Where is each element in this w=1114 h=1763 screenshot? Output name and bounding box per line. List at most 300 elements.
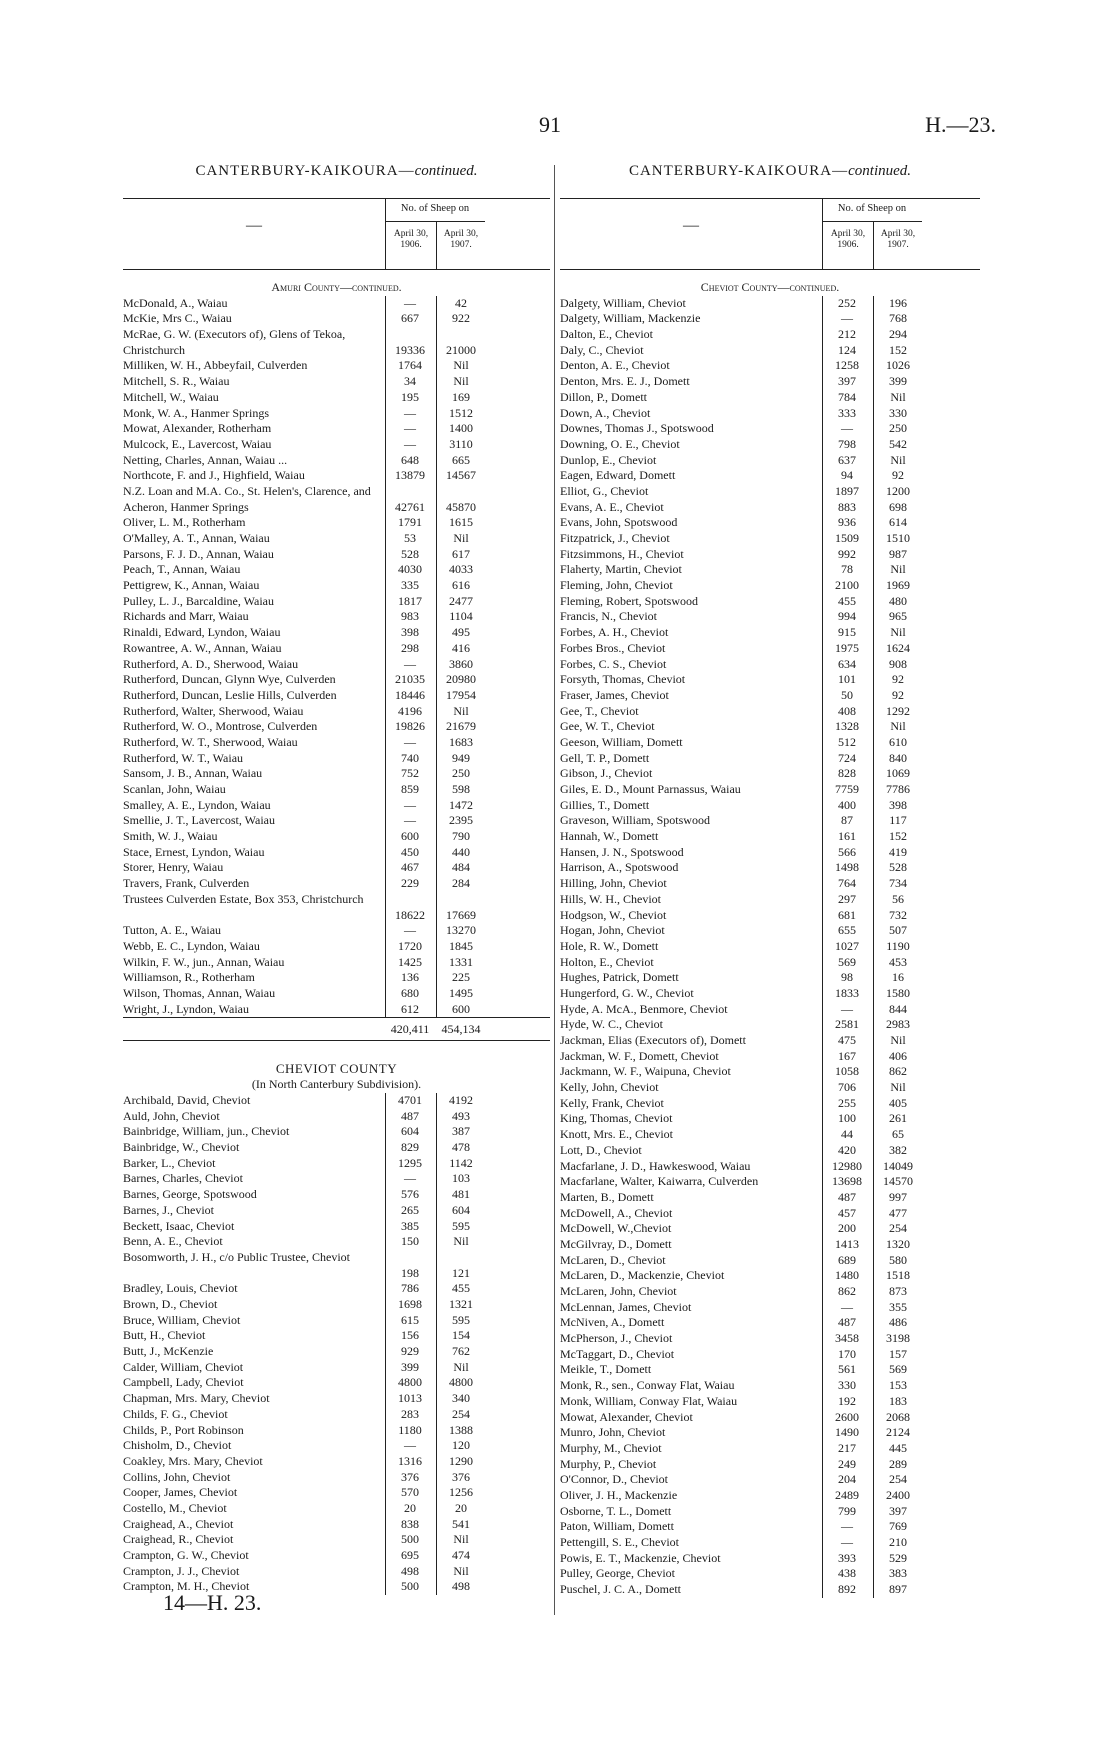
sheep-1907-cell: 117 — [889, 813, 907, 828]
owner-name: Craighead, R., Cheviot — [123, 1532, 234, 1547]
sheep-1907-cell: 196 — [889, 295, 907, 310]
sheep-1906-cell: 570 — [401, 1485, 419, 1500]
owner-name: Gibson, J., Cheviot — [560, 766, 653, 781]
sheep-1906-cell: 78 — [841, 562, 853, 577]
sheep-1906-cell: 420 — [838, 1142, 856, 1157]
sheep-1907-cell: 507 — [889, 923, 907, 938]
sheep-1907-cell: 398 — [889, 797, 907, 812]
sheep-1907-cell: 1142 — [449, 1155, 473, 1170]
sheep-1906-cell: 706 — [838, 1080, 856, 1095]
sheep-1906-cell: 34 — [404, 374, 416, 389]
sheep-1906-cell: 936 — [838, 515, 856, 530]
sheep-1906-cell: 1480 — [835, 1268, 859, 1283]
table-row — [560, 782, 980, 798]
owner-name: Hole, R. W., Domett — [560, 938, 659, 953]
table-row — [123, 1297, 550, 1313]
sheep-1907-cell: 92 — [892, 687, 904, 702]
table-row — [560, 923, 980, 939]
cheviot-table-right — [560, 296, 980, 1598]
owner-name: Coakley, Mrs. Mary, Cheviot — [123, 1453, 263, 1468]
table-row — [560, 562, 980, 578]
sheep-group-label: No. of Sheep on — [837, 203, 907, 214]
sheep-1907-cell: 1845 — [449, 938, 473, 953]
owner-name: Mitchell, S. R., Waiau — [123, 374, 230, 389]
owner-name: Parsons, F. J. D., Annan, Waiau — [123, 546, 274, 561]
table-row — [123, 531, 550, 547]
owner-name: Hogan, John, Cheviot — [560, 923, 665, 938]
owner-name: Forsyth, Thomas, Cheviot — [560, 672, 686, 687]
sheep-1906-cell: 634 — [838, 656, 856, 671]
sheep-1906-cell: 298 — [401, 640, 419, 655]
sheep-1906-cell: 681 — [838, 907, 856, 922]
sheep-1906-cell: 212 — [838, 327, 856, 342]
sheep-1907-cell: 486 — [889, 1315, 907, 1330]
table-row — [560, 766, 980, 782]
table-row — [560, 1268, 980, 1284]
table-row — [123, 1156, 550, 1172]
sheep-1907-cell: 254 — [889, 1221, 907, 1236]
table-row — [123, 986, 550, 1002]
owner-name: Rutherford, A. D., Sherwood, Waiau — [123, 656, 299, 671]
sheep-1906-cell: — — [404, 421, 416, 436]
owner-name: Knott, Mrs. E., Cheviot — [560, 1127, 673, 1142]
sheep-1907-cell: 284 — [452, 876, 470, 891]
sheep-1906-cell: 297 — [838, 891, 856, 906]
sheep-1907-cell: 498 — [452, 1579, 470, 1594]
owner-name: Archibald, David, Cheviot — [123, 1093, 251, 1108]
name-column-dash: — — [246, 217, 262, 234]
table-row — [560, 813, 980, 829]
sheep-1906-cell: 192 — [838, 1393, 856, 1408]
owner-name: Giles, E. D., Mount Parnassus, Waiau — [560, 782, 741, 796]
owner-name: Monk, R., sen., Conway Flat, Waiau — [560, 1378, 735, 1393]
owner-name: Fleming, Robert, Spotswood — [560, 593, 699, 608]
sheep-1906-cell: 398 — [401, 625, 419, 640]
sheep-1907-cell: 1472 — [449, 797, 473, 812]
sheep-1907-cell: 840 — [889, 750, 907, 765]
table-row — [560, 829, 980, 845]
owner-name: Marten, B., Domett — [560, 1189, 654, 1204]
sheep-1907-cell: 254 — [452, 1406, 470, 1421]
owner-name: Crampton, J. J., Cheviot — [123, 1563, 240, 1578]
sheep-1906-cell: — — [404, 405, 416, 420]
column-rule — [822, 296, 823, 1598]
sheep-1907-cell: Nil — [453, 1563, 469, 1578]
sheep-1907-cell: 529 — [889, 1550, 907, 1565]
table-row — [123, 1501, 550, 1517]
owner-name: McDowell, W.,Cheviot — [560, 1221, 672, 1236]
table-row — [123, 1391, 550, 1407]
sheep-1906-cell: 798 — [838, 436, 856, 451]
sheep-1906-cell: 576 — [401, 1187, 419, 1202]
sheep-1906-cell: 828 — [838, 766, 856, 781]
sheep-1906-cell: 150 — [401, 1234, 419, 1249]
table-row — [560, 1049, 980, 1065]
table-row — [123, 1203, 550, 1219]
title-continued: continued. — [848, 163, 912, 179]
owner-name: Hansen, J. N., Spotswood — [560, 844, 684, 859]
sheep-1906-cell: 740 — [401, 750, 419, 765]
sheep-1906-cell: 12980 — [832, 1158, 862, 1173]
owner-name: Bradley, Louis, Cheviot — [123, 1281, 238, 1296]
owner-name: Gee, T., Cheviot — [560, 703, 639, 718]
owner-name: Elliot, G., Cheviot — [560, 483, 649, 498]
table-row — [560, 453, 980, 469]
table-row — [560, 1425, 980, 1441]
owner-name: Jackmann, W. F., Waipuna, Cheviot — [560, 1064, 731, 1079]
owner-name: Sansom, J. B., Annan, Waiau — [123, 766, 263, 781]
left-column-title — [123, 160, 550, 182]
table-row — [123, 515, 550, 531]
sheep-1906-cell: 18446 — [395, 687, 425, 702]
sheep-1906-cell: 4030 — [398, 562, 422, 577]
table-row — [123, 562, 550, 578]
owner-name: Lott, D., Cheviot — [560, 1142, 642, 1157]
table-row — [560, 1566, 980, 1582]
owner-name: Puschel, J. C. A., Domett — [560, 1582, 682, 1597]
table-row — [123, 421, 550, 437]
sheep-1907-cell: 769 — [889, 1519, 907, 1534]
sheep-1906-cell: 457 — [838, 1205, 856, 1220]
sheep-1906-cell: — — [841, 1299, 853, 1314]
owner-name: Mowat, Alexander, Cheviot — [560, 1409, 693, 1424]
sheep-1907-cell: 965 — [889, 609, 907, 624]
column-rule — [436, 296, 437, 1018]
owner-name: Rutherford, Duncan, Leslie Hills, Culverden — [123, 687, 337, 702]
table-row — [560, 1582, 980, 1598]
sheep-1906-cell: 167 — [838, 1048, 856, 1063]
owner-name: Mowat, Alexander, Rotherham — [123, 421, 272, 436]
owner-name: McTaggart, D., Cheviot — [560, 1346, 675, 1361]
owner-name: Smith, W. J., Waiau — [123, 829, 218, 844]
table-row — [560, 609, 980, 625]
sheep-1907-cell: 153 — [889, 1378, 907, 1393]
sheep-1906-cell: 1498 — [835, 860, 859, 875]
owner-name: Dunlop, E., Cheviot — [560, 452, 657, 467]
sheep-1906-cell: 637 — [838, 452, 856, 467]
page-number: 91 — [539, 112, 561, 137]
sheep-1907-cell: 734 — [889, 876, 907, 891]
sheep-1906-cell: 200 — [838, 1221, 856, 1236]
sheep-1907-cell: 2400 — [886, 1487, 910, 1502]
owner-name: Pulley, L. J., Barcaldine, Waiau — [123, 593, 274, 608]
sheep-1906-cell: 655 — [838, 923, 856, 938]
table-row — [560, 1378, 980, 1394]
table-row — [560, 484, 980, 500]
owner-name: McPherson, J., Cheviot — [560, 1331, 673, 1346]
owner-name: Cooper, James, Cheviot — [123, 1485, 238, 1500]
sheep-1907-cell: 13270 — [446, 923, 476, 938]
owner-name: Calder, William, Cheviot — [123, 1359, 244, 1374]
sheep-1906-cell: 13879 — [395, 468, 425, 483]
table-row — [560, 327, 980, 343]
owner-name: McLaren, D., Cheviot — [560, 1252, 666, 1267]
table-row — [123, 1250, 550, 1281]
sheep-1907-cell: Nil — [453, 1532, 469, 1547]
sheep-1907-cell: 862 — [889, 1064, 907, 1079]
sheep-1907-cell: 1969 — [886, 578, 910, 593]
col-1907-header: April 30, 1907. — [880, 229, 916, 250]
sheep-1906-cell: 487 — [838, 1315, 856, 1330]
sheep-1907-cell: 419 — [889, 844, 907, 859]
sheep-1907-cell: Nil — [890, 1033, 906, 1047]
table-row — [123, 1124, 550, 1140]
sheep-1907-cell: 20980 — [446, 672, 476, 687]
sheep-1907-cell: 45870 — [446, 499, 476, 514]
sheep-1907-cell: 598 — [452, 782, 470, 797]
sheep-1907-cell: 121 — [452, 1265, 470, 1280]
sheep-1906-cell: 283 — [401, 1406, 419, 1421]
sheep-1907-cell: 2068 — [886, 1409, 910, 1424]
sheep-1906-cell: 1425 — [398, 954, 422, 969]
sheep-1907-cell: 1510 — [886, 531, 910, 545]
sheep-1906-cell: 255 — [838, 1095, 856, 1110]
owner-name: Rinaldi, Edward, Lyndon, Waiau — [123, 625, 281, 640]
sheep-1907-cell: 399 — [889, 374, 907, 389]
sheep-1907-cell: 1624 — [886, 640, 910, 655]
sheep-1906-cell: 512 — [838, 734, 856, 749]
table-row — [123, 782, 550, 798]
owner-name: Jackman, W. F., Domett, Cheviot — [560, 1048, 719, 1063]
sheep-1906-cell: 400 — [838, 797, 856, 812]
table-row — [123, 1470, 550, 1486]
sheep-1906-cell: 566 — [838, 844, 856, 859]
sheep-1907-cell: 453 — [889, 954, 907, 969]
sheep-1907-cell: 1069 — [886, 766, 910, 781]
table-row — [123, 1002, 550, 1018]
sheep-1907-cell: 4192 — [449, 1093, 473, 1108]
table-row — [560, 798, 980, 814]
sheep-1907-cell: 65 — [892, 1127, 904, 1142]
table-row — [123, 1375, 550, 1391]
sheep-1906-cell: 561 — [838, 1362, 856, 1377]
owner-name: McLennan, James, Cheviot — [560, 1299, 692, 1314]
owner-name: Pettigrew, K., Annan, Waiau — [123, 578, 260, 593]
owner-name: Osborne, T. L., Domett — [560, 1503, 672, 1518]
table-row — [560, 1300, 980, 1316]
sheep-1907-cell: 3110 — [449, 436, 473, 451]
owner-name: Evans, A. E., Cheviot — [560, 499, 664, 514]
sheep-1907-cell: 21000 — [446, 342, 476, 357]
sheep-1906-cell: 838 — [401, 1516, 419, 1531]
table-row — [560, 421, 980, 437]
table-row — [560, 578, 980, 594]
sheep-1907-cell: 2395 — [449, 813, 473, 828]
table-row — [560, 1551, 980, 1567]
sheep-1906-cell: — — [404, 813, 416, 828]
owner-name: O'Connor, D., Cheviot — [560, 1472, 669, 1487]
sheep-1907-cell: 542 — [889, 436, 907, 451]
sheep-1907-cell: 455 — [452, 1281, 470, 1296]
sheep-1907-cell: 397 — [889, 1503, 907, 1518]
table-row — [560, 625, 980, 641]
table-row — [560, 845, 980, 861]
owner-name: Rutherford, Walter, Sherwood, Waiau — [123, 703, 304, 718]
sheep-1907-cell: 1256 — [449, 1485, 473, 1500]
table-row — [560, 594, 980, 610]
sheep-1906-cell: 1791 — [398, 515, 422, 530]
table-row — [123, 845, 550, 861]
sheep-1907-cell: 908 — [889, 656, 907, 671]
owner-name: Downing, O. E., Cheviot — [560, 436, 680, 451]
table-row — [560, 876, 980, 892]
sheep-1907-cell: 477 — [889, 1205, 907, 1220]
owner-name: Murphy, M., Cheviot — [560, 1440, 662, 1455]
owner-name: Travers, Frank, Culverden — [123, 876, 250, 891]
table-row — [123, 1093, 550, 1109]
sheep-1907-cell: 614 — [889, 515, 907, 530]
owner-name: Kelly, John, Cheviot — [560, 1080, 659, 1095]
table-row — [560, 719, 980, 735]
sheep-1907-cell: 376 — [452, 1469, 470, 1484]
sheep-1906-cell: 615 — [401, 1312, 419, 1327]
table-row — [560, 1519, 980, 1535]
table-row — [123, 892, 550, 923]
cheviot-county-heading: CHEVIOT COUNTY — [275, 1061, 398, 1077]
owner-name: Hodgson, W., Cheviot — [560, 907, 667, 922]
sheep-1907-cell: 922 — [452, 311, 470, 326]
header-rule — [385, 221, 485, 222]
sheep-1907-cell: 383 — [889, 1566, 907, 1581]
owner-name: Powis, E. T., Mackenzie, Cheviot — [560, 1550, 721, 1565]
sheep-1906-cell: 724 — [838, 750, 856, 765]
owner-name: Macfarlane, J. D., Hawkeswood, Waiau — [560, 1158, 751, 1173]
table-row — [560, 1504, 980, 1520]
table-row — [123, 437, 550, 453]
owner-name: Fleming, John, Cheviot — [560, 578, 673, 593]
sheep-1907-cell: 493 — [452, 1108, 470, 1123]
sheep-1906-cell: 376 — [401, 1469, 419, 1484]
sheep-1906-cell: 1764 — [398, 358, 422, 373]
sheep-1906-cell: 330 — [838, 1378, 856, 1393]
owner-name: Barnes, George, Spotswood — [123, 1187, 257, 1202]
sheep-1907-cell: 480 — [889, 593, 907, 608]
owner-name: Rowantree, A. W., Annan, Waiau — [123, 640, 282, 655]
sheep-1906-cell: 333 — [838, 405, 856, 420]
sheep-1906-cell: 829 — [401, 1140, 419, 1155]
owner-name: Benn, A. E., Cheviot — [123, 1234, 223, 1249]
owner-name: Monk, William, Conway Flat, Waiau — [560, 1393, 738, 1408]
owner-name: Rutherford, W. T., Waiau — [123, 750, 244, 765]
sheep-1906-cell: 528 — [401, 546, 419, 561]
table-row — [560, 1143, 980, 1159]
sheep-1906-cell: 1833 — [835, 985, 859, 1000]
owner-name: Gee, W. T., Cheviot — [560, 719, 655, 734]
sheep-1906-cell: 252 — [838, 295, 856, 310]
sheep-1906-cell: 13698 — [832, 1174, 862, 1189]
sheep-1906-cell: 784 — [838, 389, 856, 404]
sheep-1907-cell: 14570 — [883, 1174, 913, 1189]
table-row — [560, 1033, 980, 1049]
table-row — [123, 719, 550, 735]
table-row — [123, 813, 550, 829]
sheep-1907-cell: 330 — [889, 405, 907, 420]
owner-name: McRae, G. W. (Executors of), Glens of Tekoa, Christchurch — [123, 327, 346, 357]
owner-name: Scanlan, John, Waiau — [123, 782, 226, 797]
table-row — [560, 1080, 980, 1096]
sheep-1907-cell: 481 — [452, 1187, 470, 1202]
table-row — [560, 311, 980, 327]
owner-name: McDowell, A., Cheviot — [560, 1205, 673, 1220]
table-row — [123, 1109, 550, 1125]
sheep-1906-cell: 170 — [838, 1346, 856, 1361]
sheep-1907-cell: 1321 — [449, 1297, 473, 1311]
table-row — [560, 1190, 980, 1206]
table-row — [560, 343, 980, 359]
left-table-header — [123, 198, 550, 270]
owner-name: Brown, D., Cheviot — [123, 1297, 218, 1311]
owner-name: Harrison, A., Spotswood — [560, 860, 679, 875]
owner-name: Chisholm, D., Cheviot — [123, 1438, 232, 1453]
sheep-1906-cell: 2489 — [835, 1487, 859, 1502]
sheep-1906-cell: — — [404, 1438, 416, 1453]
sheep-1907-cell: 4033 — [449, 562, 473, 577]
table-row — [123, 1234, 550, 1250]
sheep-1907-cell: 152 — [889, 829, 907, 844]
sheep-1906-cell: 752 — [401, 766, 419, 781]
amuri-table — [123, 296, 550, 1018]
sheep-1907-cell: 1683 — [449, 734, 473, 749]
sheep-1906-cell: — — [841, 421, 853, 436]
sheep-1907-cell: 762 — [452, 1344, 470, 1359]
table-row — [560, 1394, 980, 1410]
title-main: CANTERBURY-KAIKOURA— — [195, 163, 415, 179]
sheep-1907-cell: 289 — [889, 1456, 907, 1471]
owner-name: Fitzpatrick, J., Cheviot — [560, 531, 670, 545]
sheep-1906-cell: — — [404, 797, 416, 812]
table-row — [560, 1221, 980, 1237]
sheep-1906-cell: 136 — [401, 970, 419, 985]
owner-name: Costello, M., Cheviot — [123, 1500, 227, 1515]
sheep-1907-cell: 2477 — [449, 593, 473, 608]
sheep-1907-cell: 617 — [452, 546, 470, 561]
sheep-1907-cell: 600 — [452, 1001, 470, 1016]
sheep-1907-cell: 183 — [889, 1393, 907, 1408]
sheep-1906-cell: — — [404, 436, 416, 451]
sheep-1907-cell: 261 — [889, 1111, 907, 1126]
table-row — [123, 798, 550, 814]
sheep-1906-cell: 385 — [401, 1218, 419, 1233]
table-row — [123, 406, 550, 422]
sheep-1906-cell: 1328 — [835, 719, 859, 734]
table-row — [560, 1096, 980, 1112]
table-row — [123, 594, 550, 610]
sheep-1907-cell: 225 — [452, 970, 470, 985]
table-row — [560, 641, 980, 657]
owner-name: Dalton, E., Cheviot — [560, 327, 653, 342]
table-row — [560, 704, 980, 720]
owner-name: Hughes, Patrick, Domett — [560, 970, 679, 985]
sheep-1907-cell: 698 — [889, 499, 907, 514]
sheep-1907-cell: 1290 — [449, 1453, 473, 1468]
sheep-1907-cell: Nil — [453, 531, 469, 546]
column-rule — [385, 296, 386, 1018]
column-separator — [554, 165, 555, 1615]
owner-name: Meikle, T., Domett — [560, 1362, 652, 1377]
owner-name: Crampton, G. W., Cheviot — [123, 1548, 249, 1562]
amuri-total-row — [123, 1017, 550, 1041]
table-row — [560, 390, 980, 406]
sheep-1907-cell: 120 — [452, 1438, 470, 1453]
sheep-1906-cell: 2100 — [835, 578, 859, 593]
sheep-1907-cell: 440 — [452, 844, 470, 859]
sheep-1907-cell: 873 — [889, 1284, 907, 1298]
cheviot-continued-heading: Cheviot County—continued. — [700, 280, 840, 294]
owner-name: Bruce, William, Cheviot — [123, 1312, 241, 1327]
table-row — [123, 453, 550, 469]
table-row — [560, 515, 980, 531]
owner-name: Hungerford, G. W., Cheviot — [560, 985, 694, 1000]
